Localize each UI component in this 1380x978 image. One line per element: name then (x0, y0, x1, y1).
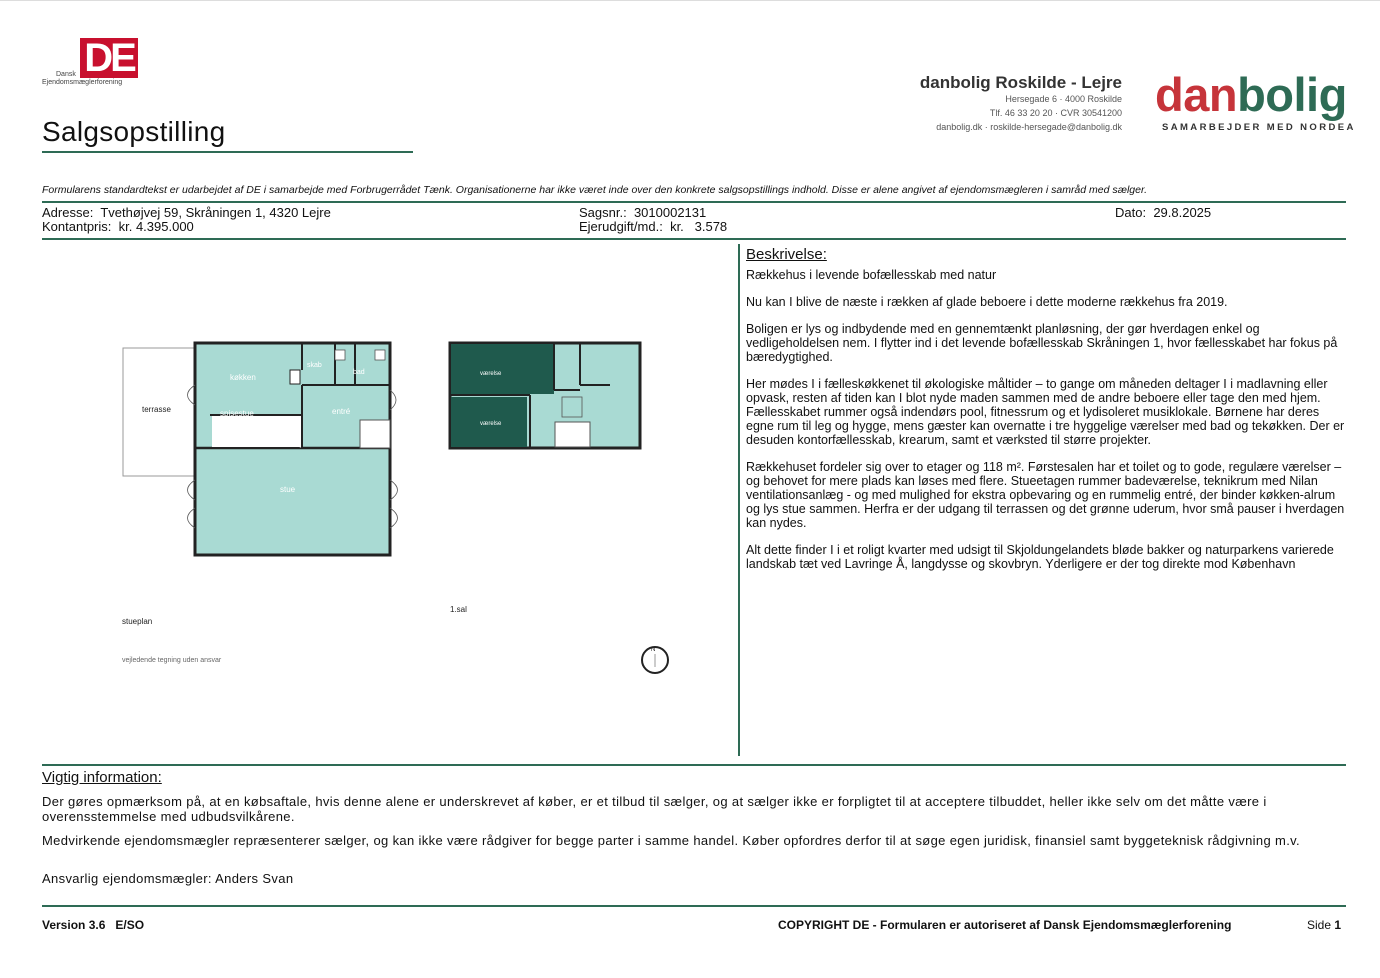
footer-version: Version 3.6 E/SO (42, 918, 145, 932)
date-label: Dato: (1115, 205, 1147, 220)
important-p2: Medvirkende ejendomsmægler repræsenterer sælger, og kan ikke være rådgiver for begge parter i samme handel. Køber opfordres derfor til at søge egen juridisk, finansiel samt byggeteknisk rådgivning m.v. (42, 833, 1301, 848)
brand-part2: bolig (1237, 68, 1347, 121)
label-bath: bad (353, 369, 365, 376)
important-top-rule (42, 764, 1346, 766)
date-value: 29.8.2025 (1153, 205, 1212, 220)
meta-top-rule (42, 201, 1346, 203)
label-ground-floor: stueplan (122, 617, 153, 626)
dealer-web: danbolig.dk · roskilde-hersegade@danbolig.dk (936, 122, 1122, 132)
dealer-name: danbolig Roskilde - Lejre (919, 73, 1122, 92)
address-label: Adresse: (42, 205, 94, 220)
description-p4: Her mødes I i fælleskøkkenet til økologiske måltider – to gange om måneden deltager I i madlavning eller opvask, resten af tiden kan I blot nyde maden sammen med de andre beboere eller tage den med hjem. Fællesskabet rummer også indendørs pool, fitnessrum og et lydisoleret musiklokale. Børnene har deres egne rum til leg og hygge, mens gæster kan overnatte i tre hyggelige værelser med bad og tekøkken. Der er desuden kontorfællesskab, krearum, samt et værksted til større projekter. (746, 377, 1345, 447)
form-disclaimer: Formularens standardtekst er udarbejdet af DE i samarbejde med Forbrugerrådet Tænk. Organisationerne har ikke været inde over den konkrete salgsopstillings indhold. Disse er alene angivet af ejendomsmægleren i samråd med sælger. (42, 184, 1147, 196)
floorplan (110, 330, 690, 690)
owner-cost-row (579, 219, 727, 234)
important-p1: Der gøres opmærksom på, at en købsaftale, hvis denne alene er underskrevet af køber, er et tilbud til sælger, og at sælger ikke er forpligtet til at acceptere tilbuddet, heller ikke selv om det måtte være i overensstemmelse med udbudsvilkårene. (42, 794, 1267, 824)
description-p2: Nu kan I blive de næste i rækken af glade beboere i dette moderne rækkehus fra 2019. (746, 295, 1228, 309)
meta-bottom-rule (42, 238, 1346, 240)
important-heading: Vigtig information: (42, 769, 162, 786)
label-living: stue (280, 485, 296, 494)
label-closet: skab (307, 362, 322, 369)
label-terrace: terrasse (142, 405, 171, 414)
page-label: Side (1307, 918, 1332, 932)
island-void (212, 416, 300, 447)
price-value: kr. 4.395.000 (118, 219, 194, 234)
price-label: Kontantpris: (42, 219, 112, 234)
case-label: Sagsnr.: (579, 205, 627, 220)
de-logo (40, 38, 150, 90)
date-row (1115, 205, 1211, 220)
page-title: Salgsopstilling (42, 116, 226, 147)
dealer-phone: Tlf. 46 33 20 20 · CVR 30541200 (989, 108, 1122, 118)
description-p1: Rækkehus i levende bofællesskab med natur (746, 268, 997, 282)
description-p6: Alt dette finder I i et roligt kvarter med udsigt til Skjoldungelandets bløde bakker og naturparkens varierede landskab tæt ved Lavringe Å, langdysse og skovbryn. Yderligere er der tog direkte mod København (746, 543, 1334, 571)
description-p3: Boligen er lys og indbydende med en gennemtænkt planløsning, der gør hverdagen enkel og vedligeholdelsen nem. I flytter ind i det levende bofællesskab Skråningen 1, hvor fællesskabet har fokus på bæredygtighed. (746, 322, 1338, 364)
top-border (0, 0, 1380, 1)
stair-first (555, 422, 590, 447)
owner-cost-value: kr. 3.578 (670, 219, 728, 234)
brand-tagline: SAMARBEJDER MED NORDEA (1162, 122, 1356, 133)
label-first-floor: 1.sal (450, 605, 467, 614)
room1-fill (451, 344, 554, 394)
de-logo-mark: DE (80, 38, 138, 78)
price-row (42, 219, 194, 234)
footer-copyright: COPYRIGHT DE - Formularen er autoriseret af Dansk Ejendomsmæglerforening (778, 918, 1232, 932)
sink (375, 350, 385, 360)
compass-label: N (651, 647, 656, 653)
label-dining: spisestue (220, 409, 254, 418)
dealer-address: Hersegade 6 · 4000 Roskilde (1005, 94, 1122, 104)
important-p3: Ansvarlig ejendomsmægler: Anders Svan (42, 871, 294, 886)
case-row (579, 205, 706, 220)
case-value: 3010002131 (633, 205, 707, 220)
toilet (335, 350, 345, 360)
description (746, 248, 1350, 584)
brand-part1: dan (1155, 68, 1238, 121)
label-room1: værelse (480, 371, 502, 377)
address-row (42, 205, 331, 220)
owner-cost-label: Ejerudgift/md.: (579, 219, 663, 234)
technical-box (290, 370, 300, 384)
stair (360, 420, 390, 448)
danbolig-logo (1155, 70, 1347, 120)
title-underline (42, 151, 413, 153)
address-value: Tvethøjvej 59, Skråningen 1, 4320 Lejre (100, 205, 331, 220)
description-p5: Rækkehuset fordeler sig over to etager og 118 m². Førstesalen har et toilet og to gode, regulære værelser – og behovet for mere plads kan løses med flere. Stueetagen rummer badeværelse, teknikrum med Nilan ventilationsanlæg - og med mulighed for ekstra opbevaring og en rummelig entré, der binder køkken-alrum og lys stue sammen. Herfra er der udgang til terrassen og det grønne uderum, hvor små pauser i hverdagen kan nydes. (746, 460, 1345, 530)
label-kitchen: køkken (230, 373, 256, 382)
column-divider (738, 244, 740, 756)
footer-page (1307, 918, 1341, 932)
page-number: 1 (1334, 918, 1342, 932)
description-heading: Beskrivelse: (746, 246, 827, 263)
de-org-line2: Ejendomsmæglerforening (42, 79, 123, 86)
floorplan-disclaimer: vejledende tegning uden ansvar (122, 657, 222, 664)
de-org-line1: Dansk (56, 71, 76, 78)
footer-rule (42, 905, 1346, 907)
label-room2: værelse (480, 421, 502, 427)
label-entry: entré (332, 407, 351, 416)
